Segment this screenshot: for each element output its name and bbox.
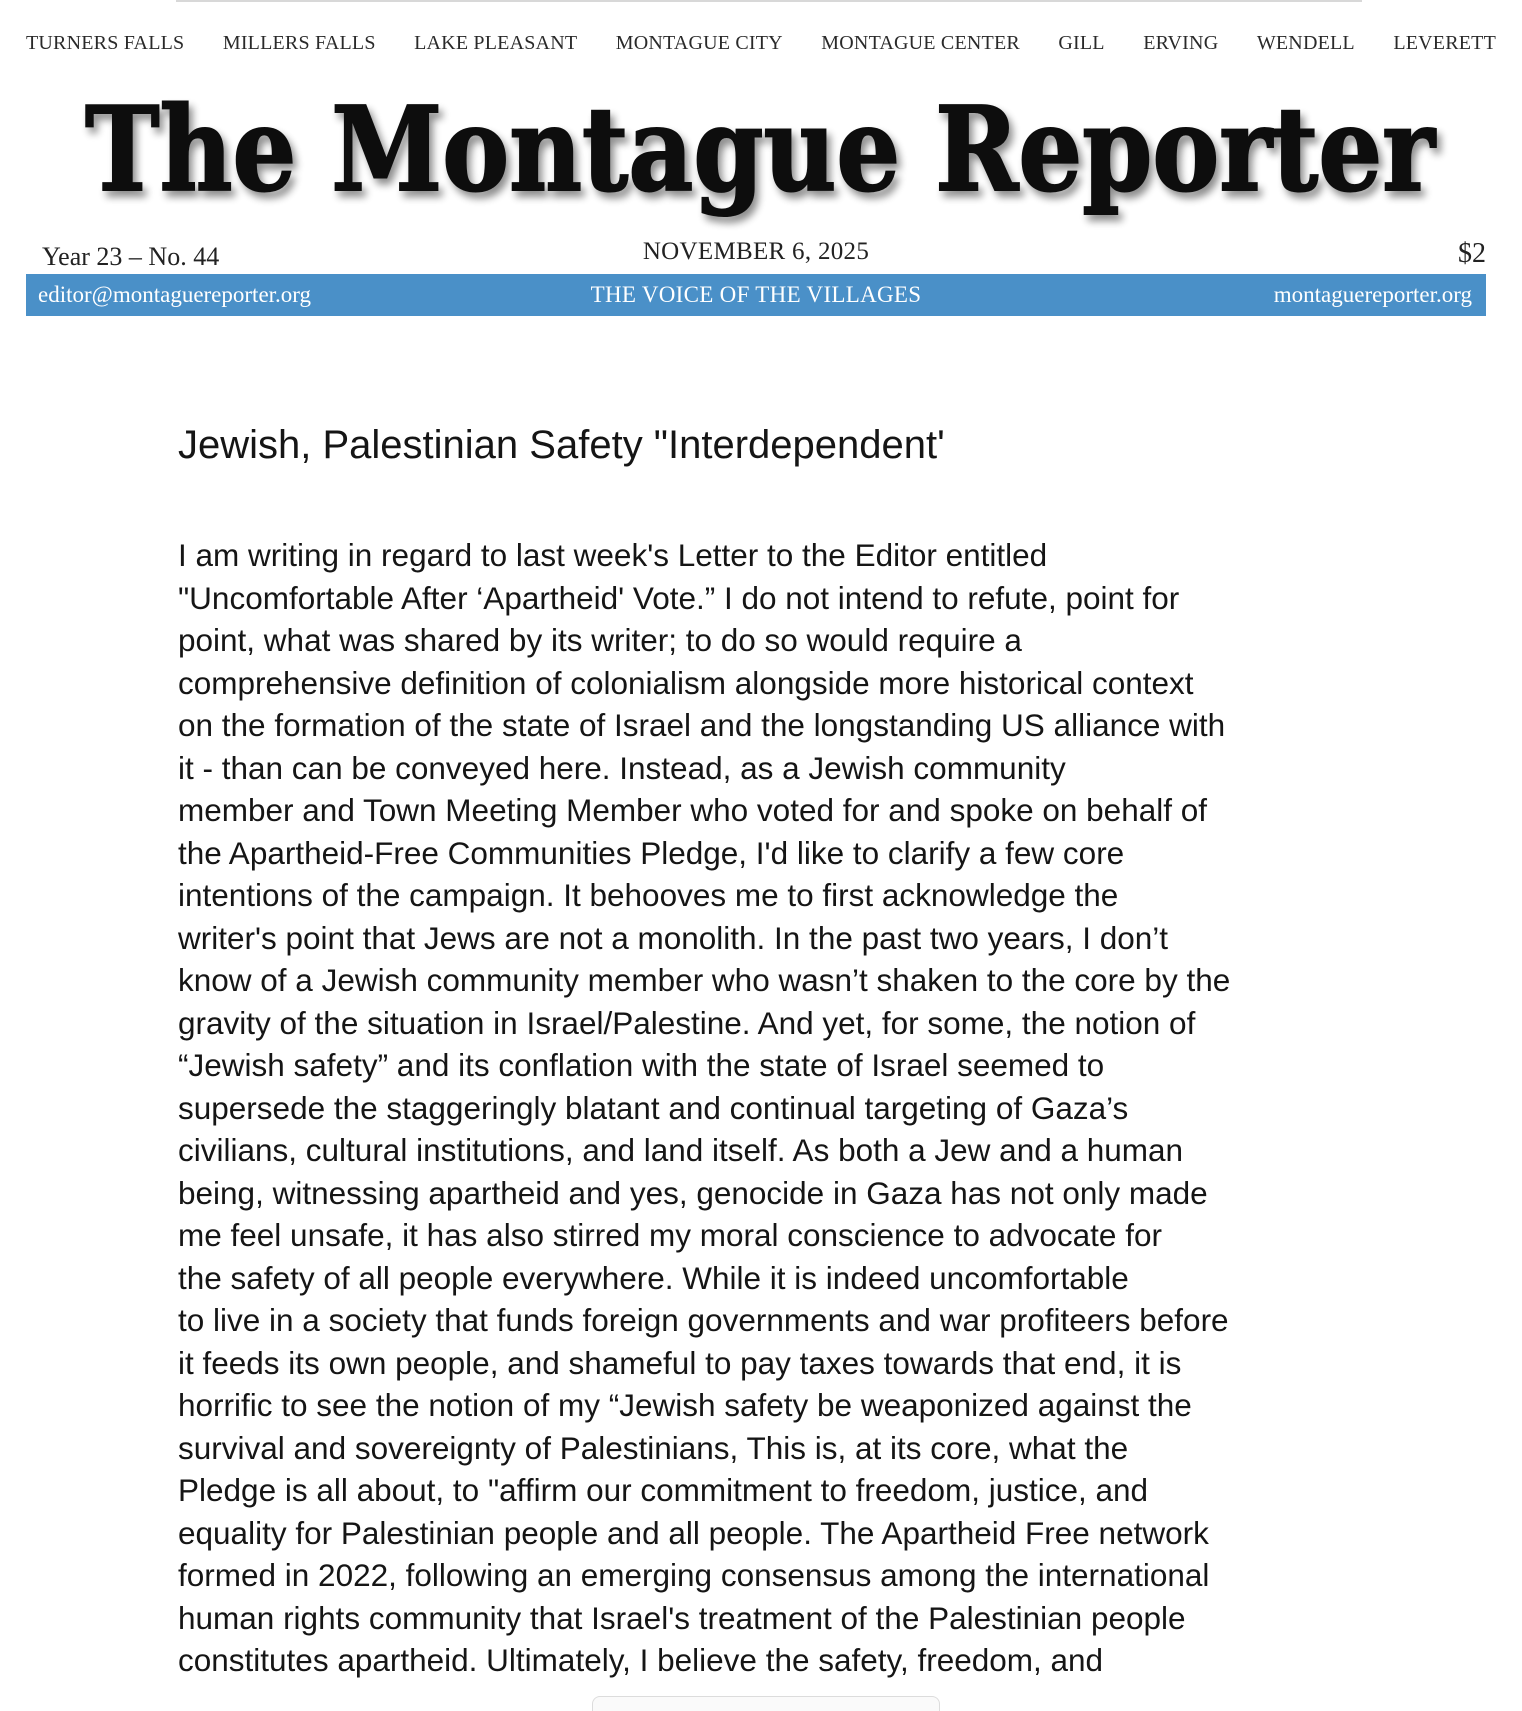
village-name: GILL bbox=[1058, 32, 1105, 54]
village-name: MONTAGUE CENTER bbox=[821, 32, 1020, 54]
body-line: me feel unsafe, it has also stirred my moral conscience to advocate for bbox=[178, 1217, 1162, 1253]
body-line: writer's point that Jews are not a monolith. In the past two years, I don’t bbox=[178, 919, 1169, 956]
body-line: gravity of the situation in Israel/Palestine. And yet, for some, the notion of bbox=[178, 1004, 1196, 1041]
village-name: MILLERS FALLS bbox=[222, 32, 376, 54]
body-line: survival and sovereignty of Palestinians, This is, at its core, what the bbox=[178, 1429, 1129, 1466]
body-line: member and Town Meeting Member who voted for and spoke on behalf of bbox=[178, 792, 1208, 828]
body-line: supersede the staggeringly blatant and continual targeting of Gaza’s bbox=[178, 1089, 1129, 1126]
body-line: being, witnessing apartheid and yes, genocide in Gaza has not only made bbox=[178, 1174, 1208, 1211]
body-line: on the formation of the state of Israel and the longstanding US alliance with bbox=[178, 707, 1226, 743]
masthead-title: The Montague Reporter bbox=[85, 82, 1437, 218]
body-line: constitutes apartheid. Ultimately, I believe the safety, freedom, and bbox=[178, 1642, 1104, 1678]
issue-date: NOVEMBER 6, 2025 bbox=[642, 238, 870, 265]
issue-number: Year 23 – No. 44 bbox=[42, 242, 220, 271]
body-line: equality for Palestinian people and all people. The Apartheid Free network bbox=[178, 1514, 1209, 1551]
body-line: horrific to see the notion of my “Jewish safety be weaponized against the bbox=[178, 1387, 1192, 1423]
village-name: ERVING bbox=[1143, 32, 1219, 54]
masthead-banner bbox=[26, 274, 1486, 316]
body-line: "Uncomfortable After ‘Apartheid' Vote.” I do not intend to refute, point for bbox=[178, 579, 1180, 616]
body-line: to live in a society that funds foreign governments and war profiteers before bbox=[178, 1302, 1229, 1338]
editor-email-link[interactable]: editor@montaguereporter.org bbox=[38, 282, 312, 307]
body-line: I am writing in regard to last week's Letter to the Editor entitled bbox=[178, 537, 1048, 573]
bottom-tab-edge bbox=[592, 1696, 940, 1711]
masthead-wordmark bbox=[60, 78, 1460, 228]
letter-article bbox=[178, 420, 1378, 1682]
body-line: it - than can be conveyed here. Instead, as a Jewish community bbox=[178, 749, 1066, 786]
website-link[interactable]: montaguereporter.org bbox=[1273, 282, 1472, 307]
article-body bbox=[178, 534, 1378, 1682]
body-line: the Apartheid-Free Communities Pledge, I'd like to clarify a few core bbox=[178, 834, 1125, 871]
body-line: Pledge is all about, to "affirm our commitment to freedom, justice, and bbox=[178, 1472, 1149, 1508]
body-line: the safety of all people everywhere. While it is indeed uncomfortable bbox=[178, 1259, 1129, 1296]
body-line: comprehensive definition of colonialism alongside more historical context bbox=[178, 664, 1194, 701]
body-line: know of a Jewish community member who wasn’t shaken to the core by the bbox=[178, 962, 1231, 998]
village-name: TURNERS FALLS bbox=[26, 32, 185, 54]
body-line: human rights community that Israel's treatment of the Palestinian people bbox=[178, 1599, 1186, 1636]
body-line: “Jewish safety” and its conflation with the state of Israel seemed to bbox=[178, 1047, 1105, 1083]
newspaper-masthead-logo bbox=[60, 78, 1460, 228]
body-line: civilians, cultural institutions, and land itself. As both a Jew and a human bbox=[178, 1132, 1184, 1168]
slogan: THE VOICE OF THE VILLAGES bbox=[590, 282, 922, 307]
village-name: LAKE PLEASANT bbox=[414, 32, 578, 54]
village-name: WENDELL bbox=[1256, 32, 1355, 54]
village-name: LEVERETT bbox=[1393, 32, 1496, 54]
body-line: formed in 2022, following an emerging consensus among the international bbox=[178, 1557, 1210, 1593]
article-headline: Jewish, Palestinian Safety "Interdependent' bbox=[178, 423, 945, 467]
body-line: intentions of the campaign. It behooves me to first acknowledge the bbox=[178, 877, 1119, 913]
top-divider bbox=[176, 0, 1362, 2]
village-name: MONTAGUE CITY bbox=[615, 32, 783, 54]
villages-bar bbox=[26, 32, 1496, 55]
body-line: it feeds its own people, and shameful to pay taxes towards that end, it is bbox=[178, 1344, 1182, 1381]
body-line: point, what was shared by its writer; to do so would require a bbox=[178, 622, 1022, 658]
issue-price: $2 bbox=[1458, 238, 1486, 269]
issue-info-row bbox=[26, 238, 1486, 272]
